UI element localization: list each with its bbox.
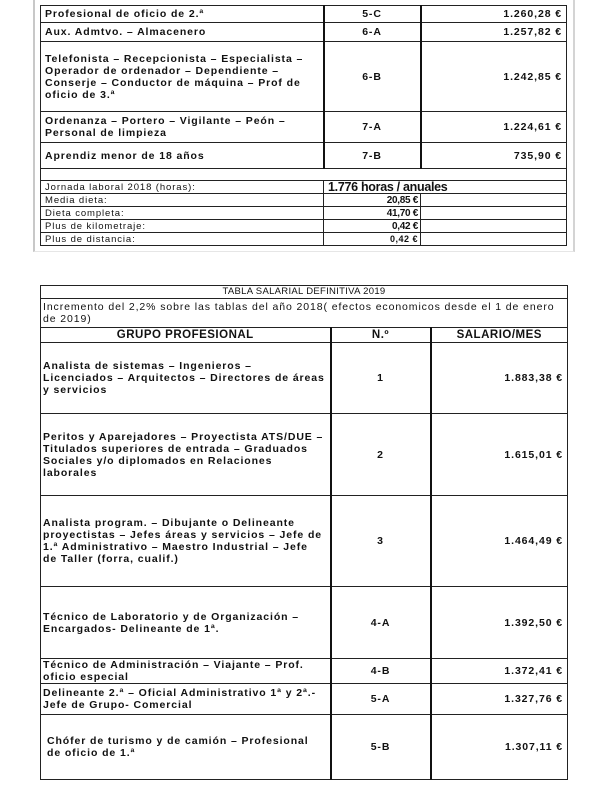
nivel-cell: 5-A <box>331 684 431 715</box>
nivel-cell: 3 <box>331 496 431 587</box>
table-row <box>41 42 567 112</box>
salario-cell: 1.392,50 € <box>431 587 568 659</box>
table-row <box>41 112 567 143</box>
increment-row <box>41 299 568 328</box>
media-dieta-value: 20,85 € <box>324 194 421 207</box>
nivel-cell: 5-B <box>331 715 431 780</box>
table-row <box>41 587 568 659</box>
grupo-cell: Aprendiz menor de 18 años <box>41 143 324 169</box>
nivel-cell: 1 <box>331 343 431 414</box>
grupo-cell: Analista program. – Dibujante o Delineante proyectistas – Jefes áreas y servicios – Jefe de 1.ª Administrativo – Maestro Industrial – Jefe de Taller (forra, cualif.) <box>41 496 331 587</box>
table-row <box>41 715 568 780</box>
table-row <box>41 659 568 684</box>
salario-cell: 1.242,85 € <box>421 42 567 112</box>
plus-km-label: Plus de kilometraje: <box>41 220 324 233</box>
salario-cell: 1.883,38 € <box>431 343 568 414</box>
nivel-cell: 6-A <box>324 23 421 42</box>
salario-cell: 1.257,82 € <box>421 23 567 42</box>
nivel-cell: 2 <box>331 414 431 496</box>
plus-km-row <box>41 220 567 233</box>
nivel-cell: 4-A <box>331 587 431 659</box>
jornada-row <box>41 181 567 194</box>
grupo-cell: Profesional de oficio de 2.ª <box>41 6 324 23</box>
salario-cell: 1.260,28 € <box>421 6 567 23</box>
dieta-completa-label: Dieta completa: <box>41 207 324 220</box>
salario-cell: 1.307,11 € <box>431 715 568 780</box>
grupo-cell: Técnico de Laboratorio y de Organización – Encargados- Delineante de 1ª. <box>41 587 331 659</box>
media-dieta-label: Media dieta: <box>41 194 324 207</box>
empty-cell <box>421 220 567 233</box>
empty-cell <box>421 207 567 220</box>
nivel-cell: 7-A <box>324 112 421 143</box>
salario-cell: 1.327,76 € <box>431 684 568 715</box>
table-row <box>41 496 568 587</box>
jornada-value: 1.776 horas / anuales <box>324 181 567 194</box>
empty-cell <box>421 233 567 246</box>
plus-distancia-value: 0,42 € <box>324 233 421 246</box>
header-nivel: N.º <box>331 328 431 343</box>
grupo-cell: Ordenanza – Portero – Vigilante – Peón – Personal de limpieza <box>41 112 324 143</box>
salary-table-2018-continued <box>40 5 567 246</box>
grupo-cell: Aux. Admtvo. – Almacenero <box>41 23 324 42</box>
media-dieta-row <box>41 194 567 207</box>
salario-cell: 1.464,49 € <box>431 496 568 587</box>
plus-distancia-row <box>41 233 567 246</box>
header-row <box>41 328 568 343</box>
table-row <box>41 343 568 414</box>
nivel-cell: 7-B <box>324 143 421 169</box>
salario-cell: 1.372,41 € <box>431 659 568 684</box>
grupo-cell: Delineante 2.ª – Oficial Administrativo 1ª y 2ª.-Jefe de Grupo- Comercial <box>41 684 331 715</box>
dieta-completa-row <box>41 207 567 220</box>
spacer-cell <box>41 169 567 181</box>
plus-km-value: 0,42 € <box>324 220 421 233</box>
nivel-cell: 6-B <box>324 42 421 112</box>
plus-distancia-label: Plus de distancia: <box>41 233 324 246</box>
nivel-cell: 5-C <box>324 6 421 23</box>
increment-note: Incremento del 2,2% sobre las tablas del año 2018( efectos economicos desde el 1 de enero de 2019) <box>41 299 568 328</box>
grupo-cell: Técnico de Administración – Viajante – Prof. oficio especial <box>41 659 331 684</box>
salary-table-2019 <box>40 285 568 780</box>
table-title: TABLA SALARIAL DEFINITIVA 2019 <box>41 286 568 299</box>
salario-cell: 735,90 € <box>421 143 567 169</box>
table-title-row <box>41 286 568 299</box>
salario-cell: 1.224,61 € <box>421 112 567 143</box>
grupo-cell: Chófer de turismo y de camión – Profesional de oficio de 1.ª <box>41 715 331 780</box>
jornada-label: Jornada laboral 2018 (horas): <box>41 181 324 194</box>
grupo-cell: Analista de sistemas – Ingenieros – Licenciados – Arquitectos – Directores de áreas y servicios <box>41 343 331 414</box>
table-row <box>41 23 567 42</box>
table-row <box>41 414 568 496</box>
dieta-completa-value: 41,70 € <box>324 207 421 220</box>
table-row <box>41 143 567 169</box>
empty-cell <box>421 194 567 207</box>
nivel-cell: 4-B <box>331 659 431 684</box>
grupo-cell: Telefonista – Recepcionista – Especialista – Operador de ordenador – Dependiente – Conserje – Conductor de máquina – Prof de oficio de 3.ª <box>41 42 324 112</box>
table-row <box>41 684 568 715</box>
header-salario: SALARIO/MES <box>431 328 568 343</box>
spacer-row <box>41 169 567 181</box>
table-row <box>41 6 567 23</box>
header-grupo: GRUPO PROFESIONAL <box>41 328 331 343</box>
salario-cell: 1.615,01 € <box>431 414 568 496</box>
grupo-cell: Peritos y Aparejadores – Proyectista ATS/DUE – Titulados superiores de entrada – Graduados Sociales y/o diplomados en Relaciones laborales <box>41 414 331 496</box>
